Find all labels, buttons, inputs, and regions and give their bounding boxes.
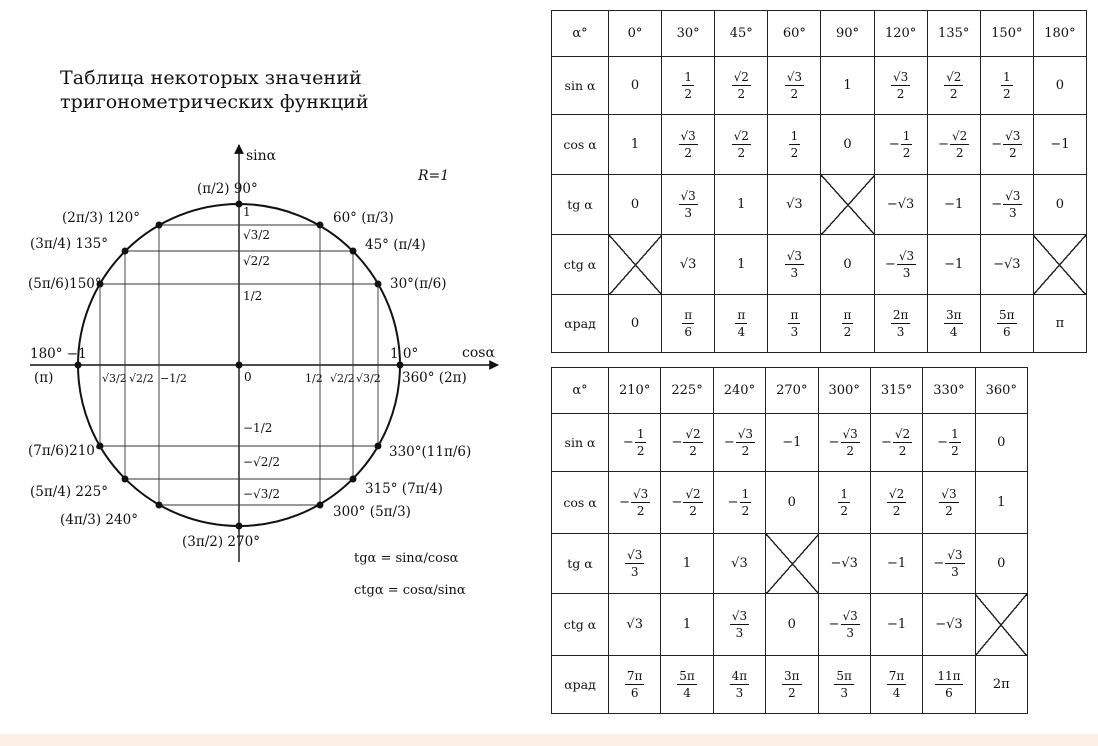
undefined-cell — [975, 594, 1027, 656]
label-210: (7π/6)210° — [28, 443, 102, 459]
table-row — [552, 235, 1087, 295]
row-label: tg α — [552, 534, 609, 594]
label-180-rad: (π) — [34, 370, 54, 386]
label-90: (π/2) 90° — [197, 181, 258, 197]
cell-value: $\frac{11\pi}{6}$ — [937, 669, 961, 700]
header-row — [552, 368, 1028, 414]
label-300: 300° (5π/3) — [333, 504, 411, 520]
x-tick-r3: √3/2 — [356, 372, 381, 385]
unit-circle-diagram — [0, 0, 540, 746]
cell-value: − $\frac{√3}{3}$ — [933, 548, 963, 579]
label-120: (2π/3) 120° — [62, 210, 140, 226]
alpha-degree-header: α° — [552, 11, 609, 57]
cell-value: −√3 — [935, 617, 963, 632]
cell-value: $\frac{1}{2}$ — [840, 487, 848, 518]
row-label: sin α — [552, 414, 609, 472]
cell-value: 1 — [737, 197, 746, 212]
angle-header: 45° — [715, 11, 768, 57]
cell-value: $\frac{√3}{2}$ — [680, 129, 696, 160]
row-label: αрад — [552, 295, 609, 353]
cell-value: 1 — [737, 257, 746, 272]
cell-value: 0 — [1055, 197, 1065, 212]
table-row — [552, 57, 1087, 115]
cell-value: $\frac{√3}{2}$ — [941, 487, 957, 518]
header-row — [552, 11, 1087, 57]
angle-header: 210° — [609, 368, 661, 414]
y-axis-label: sinα — [246, 148, 277, 164]
x-tick-mr3: √3/2 — [102, 372, 127, 385]
cell-value: $\frac{\pi}{6}$ — [684, 308, 693, 339]
undefined-cell — [609, 235, 662, 295]
x-tick-mr2: √2/2 — [129, 372, 154, 385]
y-tick-half: 1/2 — [243, 289, 263, 303]
cell-value: 1 — [997, 495, 1006, 510]
table-row — [552, 534, 1028, 594]
cell-value: $\frac{\pi}{2}$ — [843, 308, 852, 339]
row-label: ctg α — [552, 594, 609, 656]
cell-value: √3 — [786, 197, 803, 212]
cell-value: $\frac{3\pi}{4}$ — [945, 308, 962, 339]
y-tick-r2: √2/2 — [243, 254, 270, 268]
cell-value: $\frac{4\pi}{3}$ — [731, 669, 748, 700]
cell-value: − $\frac{√2}{2}$ — [938, 129, 968, 160]
angle-header: 60° — [768, 11, 821, 57]
cell-value: √3 — [731, 556, 748, 571]
angle-header: 135° — [927, 11, 980, 57]
formula-ctg: ctgα = cosα/sinα — [354, 583, 466, 598]
undefined-cell — [821, 175, 874, 235]
table-row — [552, 115, 1087, 175]
cell-value: −1 — [886, 556, 907, 571]
angle-header: 150° — [980, 11, 1033, 57]
cell-value: 0 — [1055, 78, 1065, 93]
row-label: cos α — [552, 115, 609, 175]
title-line-2: тригонометрических функций — [60, 91, 369, 113]
angle-header: 30° — [662, 11, 715, 57]
cell-value: $\frac{1}{2}$ — [684, 70, 692, 101]
cell-value: $\frac{√3}{2}$ — [786, 70, 803, 101]
angle-header: 120° — [874, 11, 927, 57]
angle-header: 360° — [975, 368, 1027, 414]
cell-value: 0 — [843, 257, 852, 272]
y-tick-mhalf: −1/2 — [243, 421, 273, 435]
cell-value: − $\frac{1}{2}$ — [622, 427, 645, 458]
cell-value: − $\frac{√3}{2}$ — [828, 427, 858, 458]
label-180: 180° −1 — [30, 346, 87, 362]
cell-value: 1 — [682, 556, 692, 571]
cell-value: $\frac{√2}{2}$ — [733, 129, 749, 160]
cell-value: −√3 — [830, 556, 858, 571]
cell-value: 0 — [787, 617, 796, 632]
cell-value: $\frac{1}{2}$ — [1003, 70, 1011, 101]
cell-value: $\frac{√2}{2}$ — [888, 487, 905, 518]
radius-label: R=1 — [418, 168, 450, 184]
cell-value: − $\frac{√3}{3}$ — [991, 189, 1021, 220]
label-0: 1 0° — [390, 346, 419, 362]
cell-value: − $\frac{√3}{2}$ — [723, 427, 754, 458]
angle-header: 90° — [821, 11, 874, 57]
cell-value: − $\frac{√3}{3}$ — [885, 249, 915, 280]
cell-value: $\frac{5\pi}{4}$ — [679, 669, 695, 700]
label-270: (3π/2) 270° — [182, 534, 260, 550]
cell-value: $\frac{\pi}{4}$ — [737, 308, 746, 339]
cell-value: π — [1055, 316, 1065, 331]
cell-value: −1 — [886, 617, 907, 632]
y-tick-r3: √3/2 — [243, 228, 270, 242]
title-line-1: Таблица некоторых значений — [60, 67, 362, 89]
cell-value: $\frac{√3}{3}$ — [786, 249, 803, 280]
y-tick-mr3: −√3/2 — [243, 487, 281, 501]
cell-value: $\frac{\pi}{3}$ — [790, 308, 799, 339]
angle-header: 0° — [609, 11, 662, 57]
cell-value: − $\frac{1}{2}$ — [888, 129, 911, 160]
label-30: 30°(π/6) — [390, 276, 447, 292]
cell-value: $\frac{3\pi}{2}$ — [784, 669, 800, 700]
table-row — [552, 295, 1087, 353]
angle-header: 315° — [870, 368, 922, 414]
label-225: (5π/4) 225° — [30, 484, 108, 500]
cell-value: 0 — [997, 556, 1006, 571]
cell-value: −1 — [944, 257, 964, 272]
values-table-0-180 — [551, 10, 1087, 353]
alpha-degree-header: α° — [552, 368, 609, 414]
row-label: sin α — [552, 57, 609, 115]
cell-value: − $\frac{√3}{2}$ — [619, 487, 649, 518]
cell-value: − $\frac{1}{2}$ — [937, 427, 959, 458]
cell-value: − $\frac{√2}{2}$ — [671, 427, 701, 458]
table-row — [552, 472, 1028, 534]
table-row — [552, 414, 1028, 472]
label-360: 360° (2π) — [402, 370, 467, 386]
cell-value: √3 — [626, 617, 643, 632]
row-label: αрад — [552, 656, 609, 714]
table-row — [552, 656, 1028, 714]
cell-value: −1 — [944, 197, 964, 212]
cell-value: −√3 — [993, 257, 1021, 272]
y-tick-mr2: −√2/2 — [243, 455, 281, 469]
x-tick-mhalf: −1/2 — [160, 372, 187, 385]
angle-header: 330° — [923, 368, 975, 414]
y-tick-1: 1 — [243, 205, 251, 219]
cell-value: − $\frac{√3}{2}$ — [991, 129, 1021, 160]
cell-value: 0 — [843, 137, 852, 152]
cell-value: −√3 — [886, 197, 915, 212]
table-row — [552, 594, 1028, 656]
cell-value: 1 — [843, 78, 852, 93]
y-tick-0: 0 — [244, 370, 252, 384]
angle-header: 225° — [661, 368, 713, 414]
cell-value: $\frac{√3}{2}$ — [892, 70, 909, 101]
angle-header: 270° — [766, 368, 818, 414]
cell-value: 0 — [630, 316, 640, 331]
label-315: 315° (7π/4) — [365, 481, 443, 497]
x-tick-r2: √2/2 — [330, 372, 355, 385]
cell-value: 0 — [630, 78, 640, 93]
cell-value: −1 — [1050, 137, 1070, 152]
cell-value: 0 — [787, 495, 796, 510]
cell-value: − $\frac{√2}{2}$ — [671, 487, 701, 518]
table-row — [552, 175, 1087, 235]
cell-value: $\frac{√3}{3}$ — [627, 548, 643, 579]
cell-value: −1 — [782, 435, 802, 450]
cell-value: $\frac{√3}{3}$ — [680, 189, 696, 220]
angle-header: 240° — [713, 368, 765, 414]
cell-value: 1 — [630, 137, 640, 152]
cell-value: $\frac{1}{2}$ — [790, 129, 799, 160]
cell-value: $\frac{√3}{3}$ — [731, 609, 748, 640]
formula-tg: tgα = sinα/cosα — [354, 551, 459, 566]
values-table-210-360 — [551, 367, 1028, 714]
cell-value: $\frac{2\pi}{3}$ — [892, 308, 909, 339]
label-45: 45° (π/4) — [365, 237, 426, 253]
row-label: tg α — [552, 175, 609, 235]
cell-value: $\frac{√2}{2}$ — [733, 70, 749, 101]
cell-value: $\frac{√2}{2}$ — [946, 70, 962, 101]
x-tick-half: 1/2 — [305, 372, 323, 385]
x-axis-label: cosα — [462, 345, 495, 361]
cell-value: $\frac{7\pi}{4}$ — [888, 669, 905, 700]
row-label: ctg α — [552, 235, 609, 295]
cell-value: − $\frac{√3}{3}$ — [828, 609, 858, 640]
angle-header: 180° — [1033, 11, 1086, 57]
angle-header: 300° — [818, 368, 870, 414]
cell-value: 1 — [682, 617, 692, 632]
cell-value: 2π — [992, 677, 1010, 692]
undefined-cell — [766, 534, 818, 594]
cell-value: $\frac{7\pi}{6}$ — [626, 669, 643, 700]
cell-value: 0 — [630, 197, 640, 212]
cell-value: − $\frac{√2}{2}$ — [880, 427, 911, 458]
cell-value: $\frac{5\pi}{6}$ — [999, 308, 1015, 339]
cell-value: √3 — [679, 257, 697, 272]
row-label: cos α — [552, 472, 609, 534]
label-135: (3π/4) 135° — [30, 236, 108, 252]
label-150: (5π/6)150° — [28, 276, 102, 292]
label-330: 330°(11π/6) — [389, 444, 472, 460]
label-60: 60° (π/3) — [333, 210, 394, 226]
cell-value: 0 — [997, 435, 1006, 450]
undefined-cell — [1033, 235, 1086, 295]
label-240: (4π/3) 240° — [60, 512, 138, 528]
cell-value: $\frac{5\pi}{3}$ — [836, 669, 852, 700]
cell-value: − $\frac{1}{2}$ — [727, 487, 750, 518]
